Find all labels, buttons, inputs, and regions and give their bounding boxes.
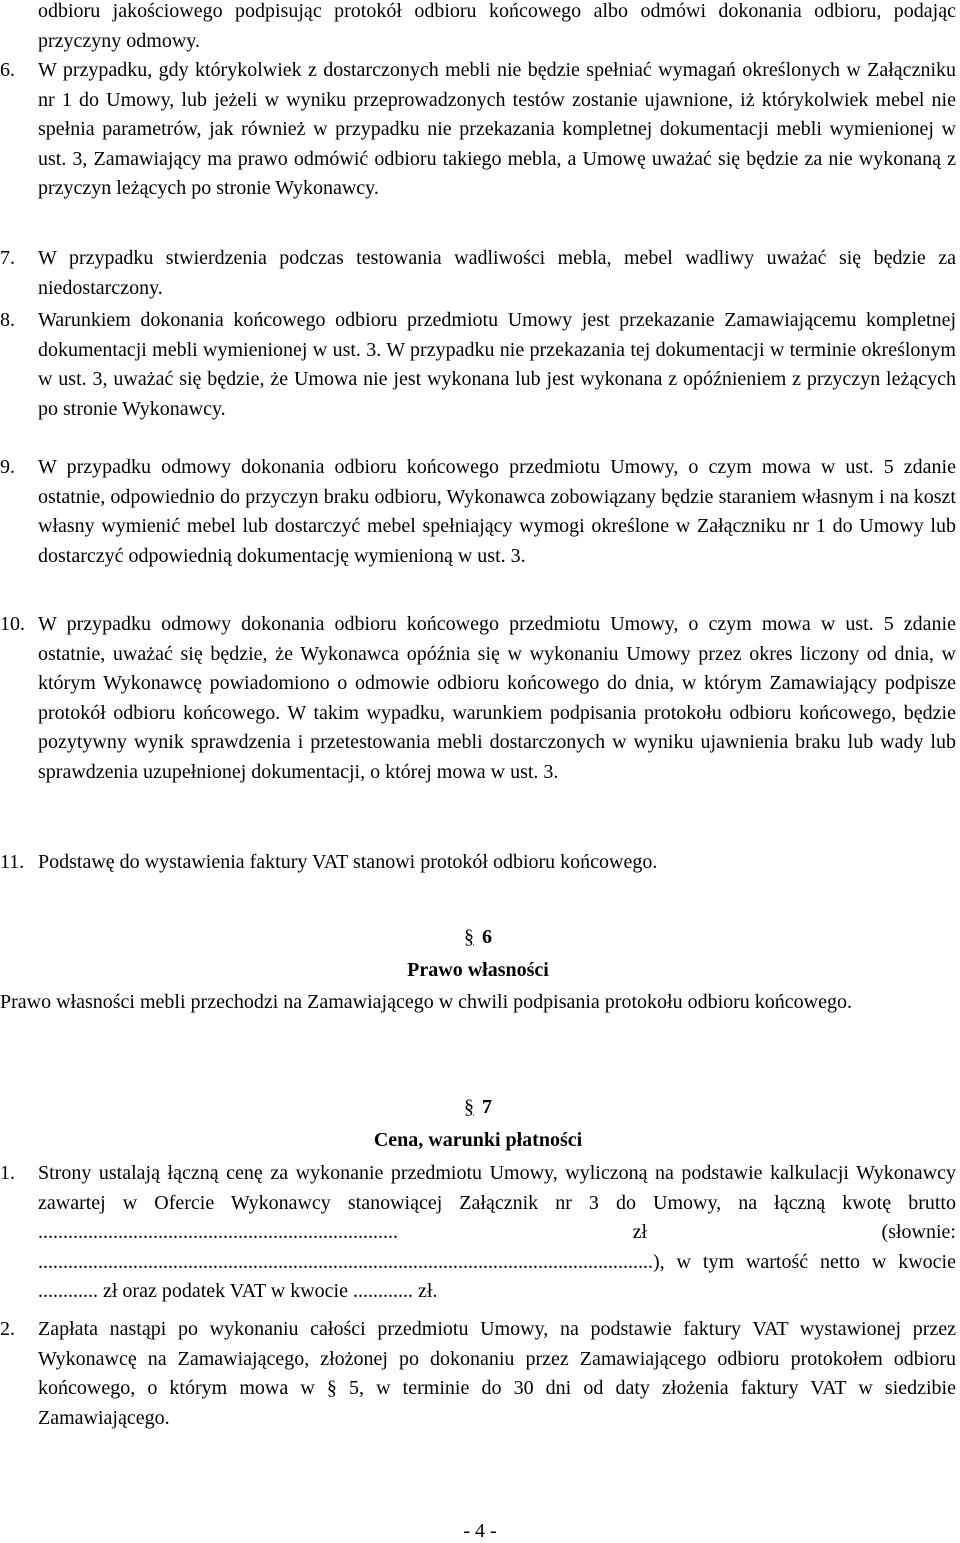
item-6 [0, 56, 956, 204]
item-7 [0, 244, 956, 303]
item-10 [0, 610, 956, 788]
item-text: W przypadku odmowy dokonania odbioru końcowego przedmiotu Umowy, o czym mowa w ust. 5 zdanie ostatnie, odpowiednio do przyczyn braku odbioru, Wykonawca zobowiązany będzie staraniem własnym i na koszt własny wymienić mebel lub dostarczyć mebel spełniający wymogi określone w Załączniku nr 1 do Umowy lub dostarczyć odpowiednią dokumentację wymienioną w ust. 3. [38, 456, 956, 567]
item-number: 2. [0, 1318, 15, 1340]
item-text: Podstawę do wystawienia faktury VAT stanowi protokół odbioru końcowego. [38, 851, 658, 873]
section-6-title: Prawo własności [407, 959, 549, 981]
item-text: W przypadku, gdy którykolwiek z dostarczonych mebli nie będzie spełniać wymagań określonych w Załączniku nr 1 do Umowy, lub jeżeli w wyniku przeprowadzonych testów zostanie ujawnione, iż którykolwiek mebel nie spełnia parametrów, jak również w przypadku nie przekazania kompletnej dokumentacji mebli wymienionej w ust. 3, Zamawiający ma prawo odmówić odbioru takiego mebla, a Umowę uważać się będzie za nie wykonaną z przyczyn leżących po stronie Wykonawcy. [38, 59, 956, 200]
section-6-text: Prawo własności mebli przechodzi na Zamawiającego w chwili podpisania protokołu odbioru końcowego. [0, 991, 852, 1013]
item-11 [0, 848, 956, 878]
section-7-title: Cena, warunki płatności [373, 1129, 583, 1151]
item-number: 6. [0, 59, 15, 81]
item-text: Zapłata nastąpi po wykonaniu całości przedmiotu Umowy, na podstawie faktury VAT wystawionej przez Wykonawcę na Zamawiającego, złożonej po dokonaniu przez Zamawiającego odbioru protokołem odbioru końcowego, o którym mowa w § 5, w terminie do 30 dni od daty złożenia faktury VAT w siedzibie Zamawiającego. [38, 1318, 956, 1429]
section-7-item-1 [0, 1159, 956, 1307]
item-text: Strony ustalają łączną cenę za wykonanie przedmiotu Umowy, wyliczoną na podstawie kalkulacji Wykonawcy zawartej w Ofercie Wykonawcy stanowiącej Załącznik nr 3 do Umowy, na łączną kwotę brutto ........................................................................ zł (słownie: ...........................................................................................................................), w tym wartość netto w kwocie ............ zł oraz podatek VAT w kwocie ............ zł. [38, 1162, 956, 1303]
item-text: W przypadku stwierdzenia podczas testowania wadliwości mebla, mebel wadliwy uważać się będzie za niedostarczony. [38, 247, 956, 299]
item-number: 9. [0, 456, 15, 478]
section-number: 7 [482, 1096, 492, 1118]
page-number: - 4 - [463, 1520, 497, 1542]
item-number: 7. [0, 247, 15, 269]
continuation-text: odbioru jakościowego podpisując protokół odbioru końcowego albo odmówi dokonania odbioru, podając przyczyny odmowy. [38, 0, 956, 52]
section-7-item-2 [0, 1315, 956, 1433]
section-sign-icon: § [464, 1096, 474, 1118]
continuation-paragraph [0, 0, 956, 56]
item-number: 10. [0, 613, 25, 635]
section-number: 6 [482, 926, 492, 948]
section-7-heading [0, 1093, 956, 1123]
section-6-heading [0, 923, 956, 953]
item-number: 8. [0, 309, 15, 331]
section-sign-icon: § [464, 926, 474, 948]
item-number: 1. [0, 1162, 15, 1184]
item-number: 11. [0, 851, 25, 873]
item-9 [0, 453, 956, 571]
item-text: Warunkiem dokonania końcowego odbioru przedmiotu Umowy jest przekazanie Zamawiającemu kompletnej dokumentacji mebli wymienionej w ust. 3. W przypadku nie przekazania tej dokumentacji w terminie określonym w ust. 3, uważać się będzie, że Umowa nie jest wykonana lub jest wykonana z opóźnieniem z przyczyn leżących po stronie Wykonawcy. [38, 309, 956, 420]
item-text: W przypadku odmowy dokonania odbioru końcowego przedmiotu Umowy, o czym mowa w ust. 5 zdanie ostatnie, uważać się będzie, że Wykonawca opóźnia się w wykonaniu Umowy przez okres liczony od dnia, w którym Wykonawcę powiadomiono o odmowie odbioru końcowego do dnia, w którym Zamawiający podpisze protokół odbioru końcowego. W takim wypadku, warunkiem podpisania protokołu odbioru końcowego, będzie pozytywny wynik sprawdzenia i przetestowania mebli dostarczonych w wyniku ujawnienia braku lub wady lub sprawdzenia uzupełnionej dokumentacji, o której mowa w ust. 3. [38, 613, 956, 783]
item-8 [0, 306, 956, 424]
